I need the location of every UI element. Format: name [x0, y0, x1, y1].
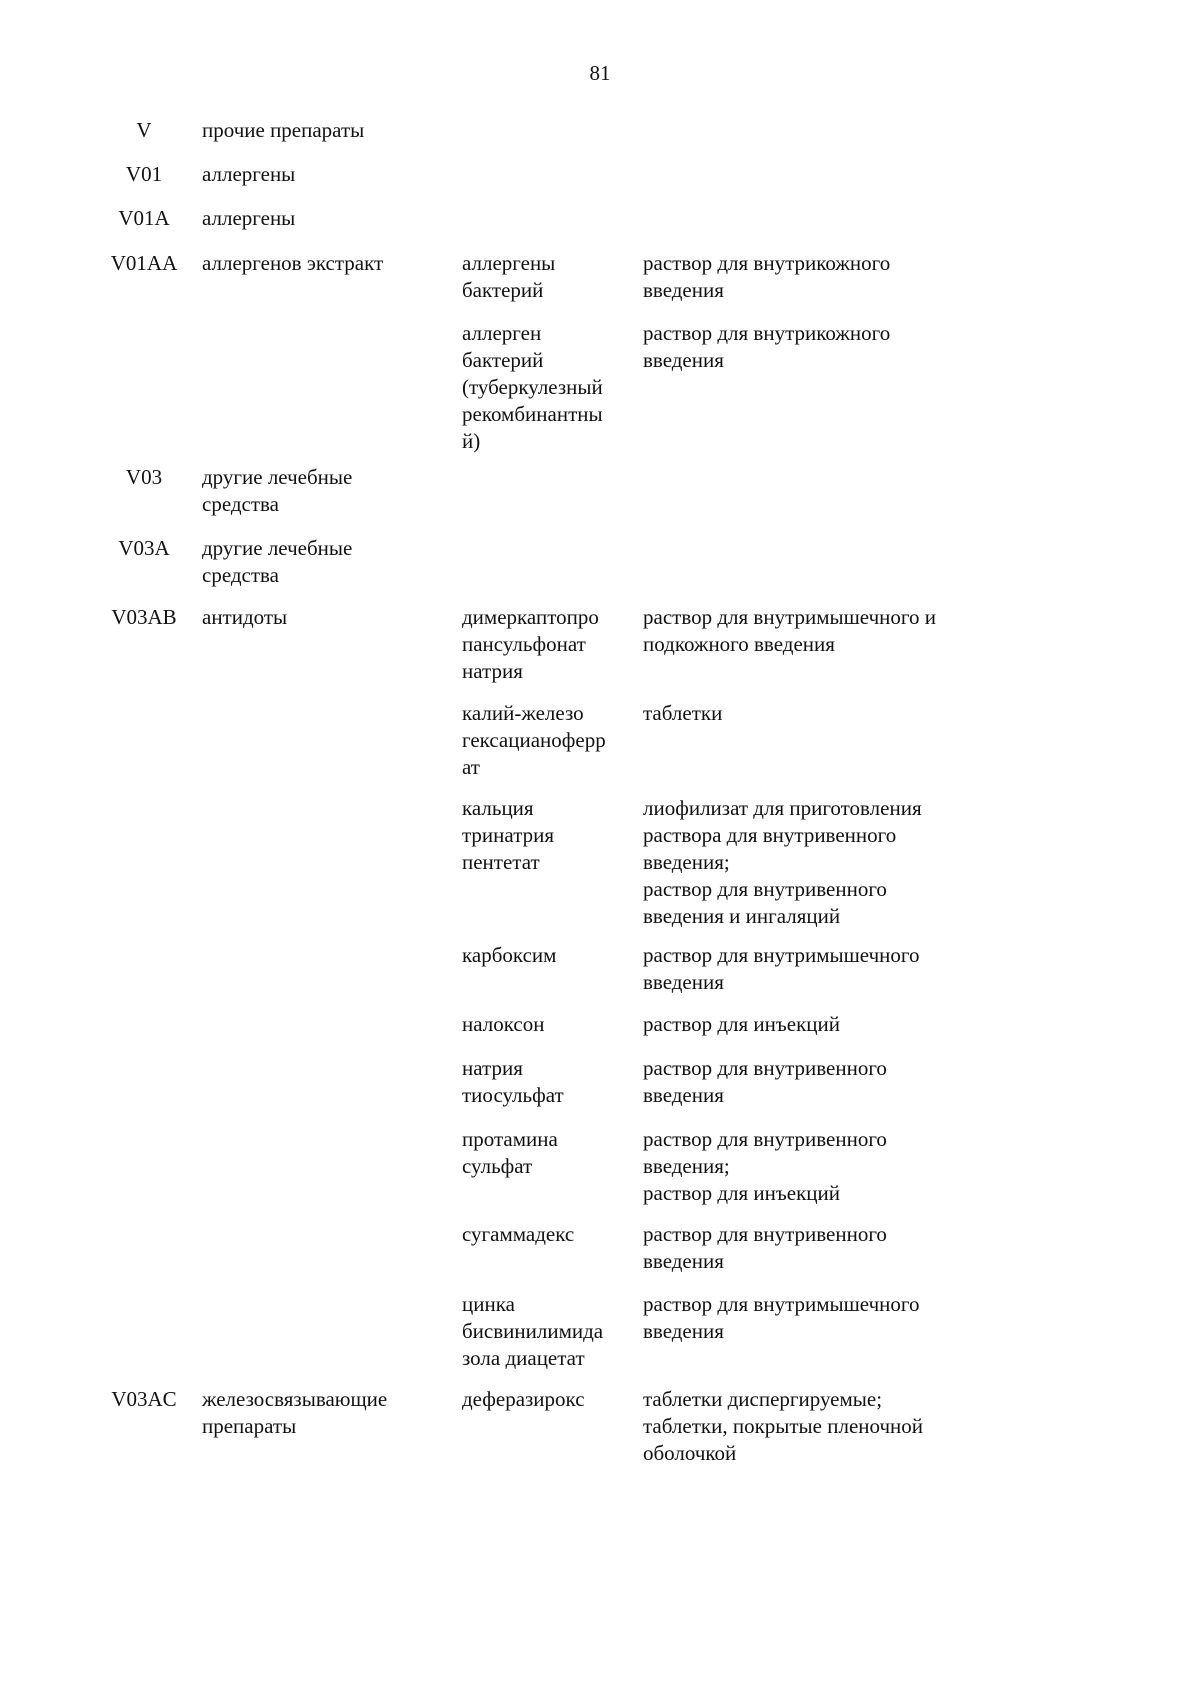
- dosage-form: раствор для внутривенного введения: [643, 1056, 887, 1107]
- drug-name: аллергены бактерий: [462, 251, 556, 302]
- dosage-form: таблетки: [643, 701, 723, 725]
- atc-code: V03AB: [111, 605, 177, 629]
- atc-code: V01: [125, 162, 163, 186]
- dosage-form: раствор для внутримышечного введения: [643, 943, 920, 994]
- atc-code: V03: [125, 465, 163, 489]
- drug-name: карбоксим: [462, 943, 557, 967]
- drug-name: калий-железо гексацианоферр ат: [462, 701, 606, 779]
- atc-code: V03A: [118, 536, 170, 560]
- group-name: аллергены: [202, 162, 296, 186]
- dosage-form: раствор для внутримышечного введения: [643, 1292, 920, 1343]
- group-name: другие лечебные средства: [202, 536, 353, 587]
- drug-name: кальция тринатрия пентетат: [462, 796, 555, 874]
- drug-name: натрия тиосульфат: [462, 1056, 564, 1107]
- drug-name: сугаммадекс: [462, 1222, 575, 1246]
- dosage-form: лиофилизат для приготовления раствора для внутривенного введения; раствор для внутривенного введения и ингаляций: [643, 796, 922, 928]
- atc-code: V01A: [118, 206, 170, 230]
- drug-name: протамина сульфат: [462, 1127, 558, 1178]
- group-name: антидоты: [202, 605, 288, 629]
- group-name: аллергенов экстракт: [202, 251, 384, 275]
- atc-code: V01AA: [110, 251, 178, 275]
- group-name: другие лечебные средства: [202, 465, 353, 516]
- atc-code: V: [136, 118, 152, 142]
- group-name: прочие препараты: [202, 118, 365, 142]
- drug-name: аллерген бактерий (туберкулезный рекомбинантны й): [462, 321, 603, 453]
- dosage-form: раствор для внутривенного введения: [643, 1222, 887, 1273]
- dosage-form: раствор для внутрикожного введения: [643, 321, 891, 372]
- dosage-form: таблетки диспергируемые; таблетки, покрытые пленочной оболочкой: [643, 1387, 924, 1465]
- dosage-form: раствор для инъекций: [643, 1012, 840, 1036]
- dosage-form: раствор для внутрикожного введения: [643, 251, 891, 302]
- drug-name: налоксон: [462, 1012, 545, 1036]
- drug-name: деферазирокс: [462, 1387, 585, 1411]
- atc-code: V03AC: [111, 1387, 177, 1411]
- drug-name: димеркаптопро пансульфонат натрия: [462, 605, 599, 683]
- group-name: аллергены: [202, 206, 296, 230]
- dosage-form: раствор для внутримышечного и подкожного введения: [643, 605, 936, 656]
- group-name: железосвязывающие препараты: [202, 1387, 388, 1438]
- dosage-form: раствор для внутривенного введения; раствор для инъекций: [643, 1127, 887, 1205]
- drug-name: цинка бисвинилимида зола диацетат: [462, 1292, 604, 1370]
- page-number: 81: [589, 61, 611, 85]
